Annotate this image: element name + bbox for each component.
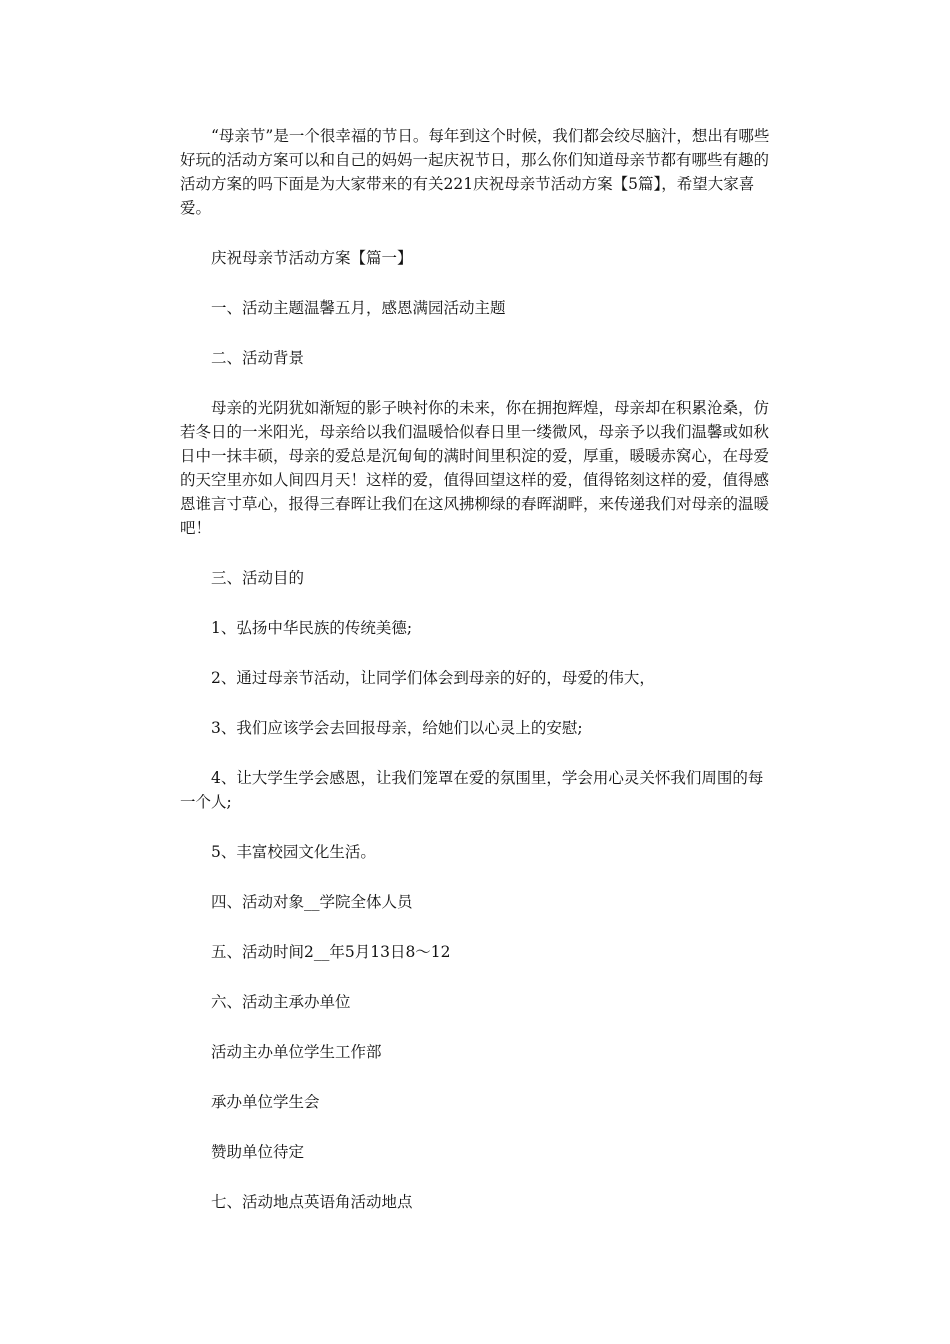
purpose-item-4: 4、让大学生学会感恩，让我们笼罩在爱的氛围里，学会用心灵关怀我们周围的每一个人; bbox=[180, 769, 764, 811]
section-title: 庆祝母亲节活动方案【篇一】 bbox=[211, 249, 413, 267]
heading-theme: 一、活动主题温馨五月，感恩满园活动主题 bbox=[211, 299, 506, 317]
heading-location: 七、活动地点英语角活动地点 bbox=[211, 1193, 413, 1211]
heading-time: 五、活动时间2__年5月13日8～12 bbox=[211, 943, 451, 961]
intro-paragraph: “母亲节”是一个很幸福的节日。每年到这个时候，我们都会绞尽脑汁，想出有哪些好玩的活动方案可以和自己的妈妈一起庆祝节日，那么你们知道母亲节都有哪些有趣的活动方案的吗下面是为大家带来的有关221庆祝母亲节活动方案【5篇】，希望大家喜爱。 bbox=[180, 127, 770, 217]
purpose-item-2: 2、通过母亲节活动，让同学们体会到母亲的好的，母爱的伟大， bbox=[211, 669, 655, 687]
heading-organizers: 六、活动主承办单位 bbox=[211, 993, 351, 1011]
organizer-sponsor: 赞助单位待定 bbox=[211, 1143, 305, 1161]
heading-purpose: 三、活动目的 bbox=[211, 569, 305, 587]
organizer-host: 活动主办单位学生工作部 bbox=[211, 1043, 382, 1061]
purpose-item-5: 5、丰富校园文化生活。 bbox=[211, 843, 376, 861]
heading-audience: 四、活动对象__学院全体人员 bbox=[211, 893, 413, 911]
organizer-undertaker: 承办单位学生会 bbox=[211, 1093, 320, 1111]
purpose-item-1: 1、弘扬中华民族的传统美德; bbox=[211, 619, 413, 637]
heading-background: 二、活动背景 bbox=[211, 349, 305, 367]
document-page bbox=[180, 124, 770, 1240]
background-paragraph: 母亲的光阴犹如渐短的影子映衬你的未来，你在拥抱辉煌，母亲却在积累沧桑，仿若冬日的一米阳光，母亲给以我们温暖恰似春日里一缕微风，母亲予以我们温馨或如秋日中一抹丰硕，母亲的爱总是沉甸甸的满时间里积淀的爱，厚重，暖暖赤窝心，在母爱的天空里亦如人间四月天！这样的爱，值得回望这样的爱，值得铭刻这样的爱，值得感恩谁言寸草心，报得三春晖让我们在这风拂柳绿的春晖湖畔，来传递我们对母亲的温暖吧！ bbox=[180, 399, 770, 537]
purpose-item-3: 3、我们应该学会去回报母亲，给她们以心灵上的安慰; bbox=[211, 719, 583, 737]
